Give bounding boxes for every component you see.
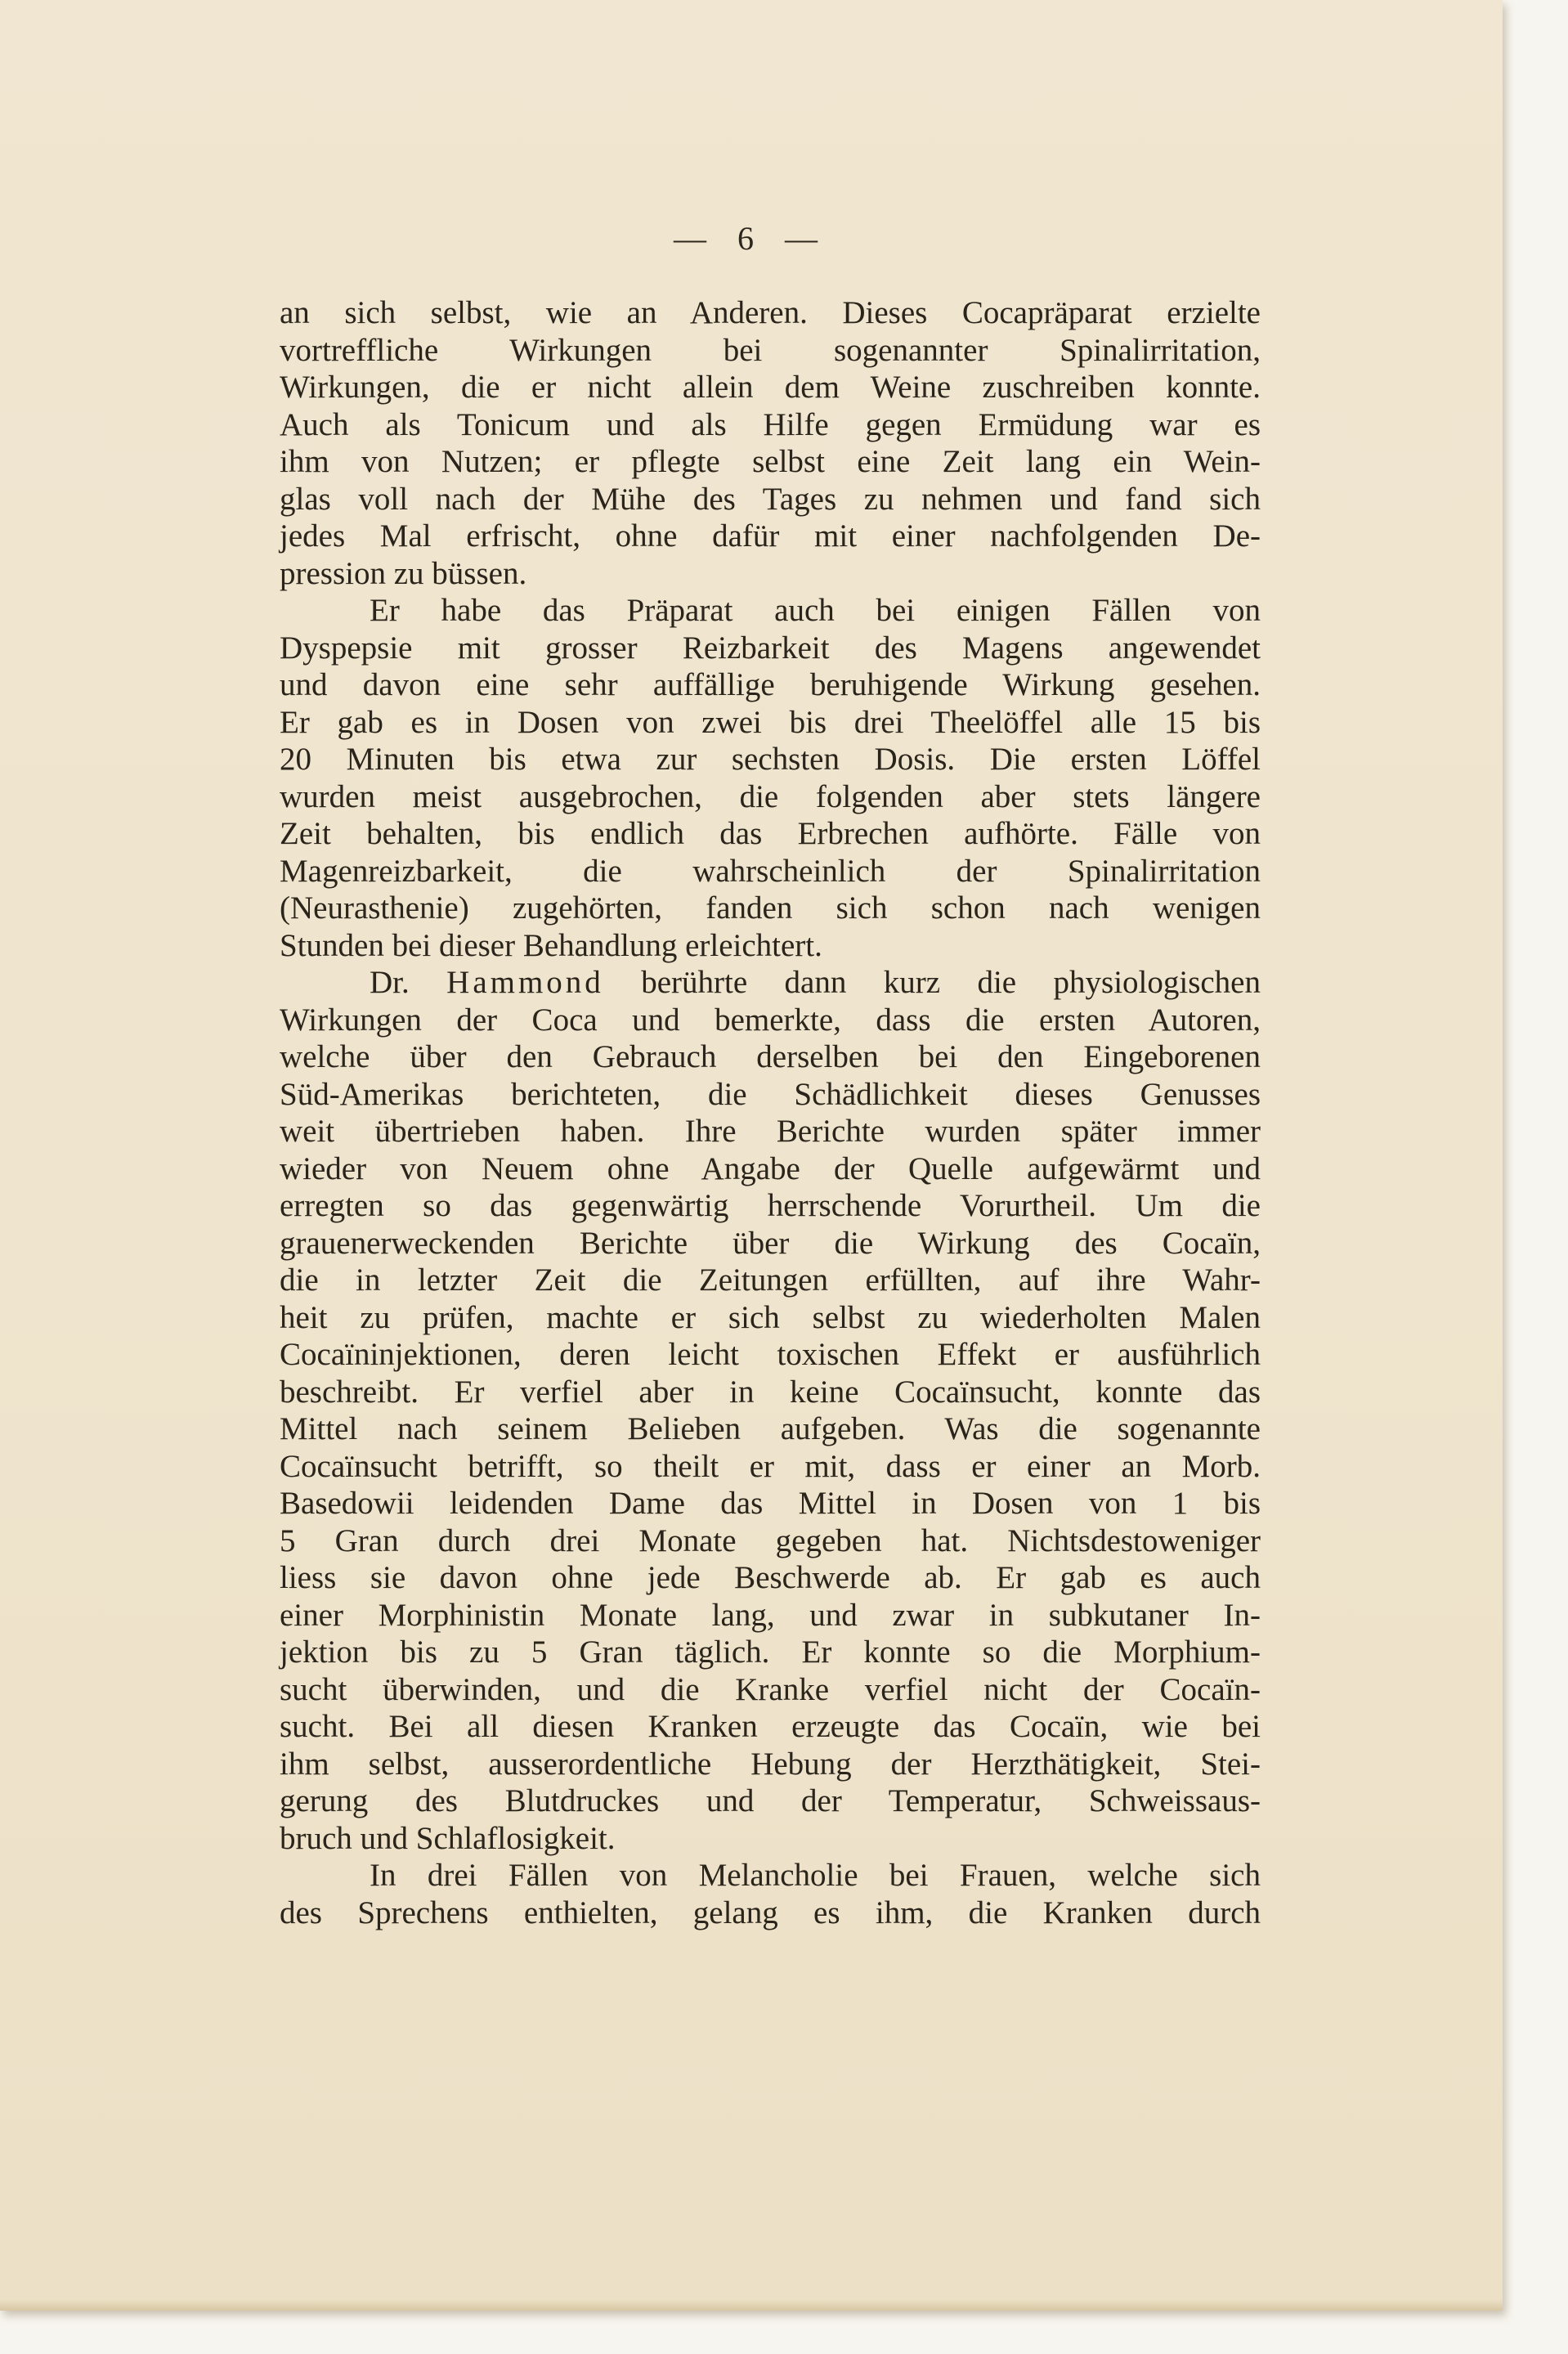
text-line: des Sprechens enthielten, gelang es ihm, die Kranken durch: [280, 1894, 1261, 1930]
text-line: wurden meist ausgebrochen, die folgenden aber stets längere: [280, 778, 1261, 814]
text-line: Magenreizbarkeit, die wahrscheinlich der Spinalirritation: [280, 853, 1261, 889]
text-line: jedes Mal erfrischt, ohne dafür mit einer nachfolgenden De-: [280, 518, 1261, 554]
text-line: pression zu büssen.: [280, 555, 527, 591]
text-line: die in letzter Zeit die Zeitungen erfüllten, auf ihre Wahr-: [280, 1262, 1261, 1298]
text-line: bruch und Schlaflosigkeit.: [280, 1820, 616, 1856]
line-remainder: berührte dann kurz die physiologischen: [641, 965, 1261, 1000]
text-line: welche über den Gebrauch derselben bei den Eingeborenen: [280, 1039, 1261, 1074]
text-line: weit übertrieben haben. Ihre Berichte wurden später immer: [280, 1114, 1261, 1149]
page-number: — 6 —: [674, 220, 829, 257]
text-line: liess sie davon ohne jede Beschwerde ab. Er gab es auch: [280, 1560, 1261, 1595]
text-line: Zeit behalten, bis endlich das Erbrechen aufhörte. Fälle von: [280, 816, 1261, 851]
text-line: Süd-Amerikas berichteten, die Schädlichkeit dieses Genusses: [280, 1076, 1261, 1112]
text-line: sucht überwinden, und die Kranke verfiel nicht der Cocaïn-: [280, 1671, 1261, 1707]
text-line: jektion bis zu 5 Gran täglich. Er konnte so die Morphium-: [280, 1634, 1261, 1670]
text-line: grauenerweckenden Berichte über die Wirkung des Cocaïn,: [280, 1225, 1261, 1261]
text-line: (Neurasthenie) zugehörten, fanden sich schon nach wenigen: [280, 890, 1261, 926]
text-line: Cocaïninjektionen, deren leicht toxischen Effekt er ausführlich: [280, 1337, 1261, 1372]
title-abbreviation: Dr.: [370, 965, 410, 1000]
text-line: 20 Minuten bis etwa zur sechsten Dosis. Die ersten Löffel: [280, 742, 1261, 777]
text-line: einer Morphinistin Monate lang, und zwar in subkutaner In-: [280, 1597, 1261, 1633]
person-name-hammond: Hammond: [446, 965, 604, 1000]
text-line: ihm von Nutzen; er pflegte selbst eine Zeit lang ein Wein-: [280, 444, 1261, 479]
paragraph-start-line: In drei Fällen von Melancholie bei Frauen, welche sich: [370, 1858, 1261, 1893]
text-line: heit zu prüfen, machte er sich selbst zu wiederholten Malen: [280, 1299, 1261, 1335]
text-line: Stunden bei dieser Behandlung erleichtert.: [280, 927, 822, 963]
text-line: erregten so das gegenwärtig herrschende Vorurtheil. Um die: [280, 1188, 1261, 1223]
text-line: glas voll nach der Mühe des Tages zu nehmen und fand sich: [280, 481, 1261, 517]
text-line: Auch als Tonicum und als Hilfe gegen Ermüdung war es: [280, 406, 1261, 442]
text-line: Dyspepsie mit grosser Reizbarkeit des Magens angewendet: [280, 630, 1261, 666]
paragraph-start-line: [280, 964, 1261, 1002]
text-line: 5 Gran durch drei Monate gegeben hat. Nichtsdestoweniger: [280, 1522, 1261, 1558]
text-line: gerung des Blutdruckes und der Temperatur, Schweissaus-: [280, 1783, 1261, 1818]
text-line: Er gab es in Dosen von zwei bis drei Theelöffel alle 15 bis: [280, 704, 1261, 740]
text-line: und davon eine sehr auffällige beruhigende Wirkung gesehen.: [280, 667, 1261, 702]
text-line: an sich selbst, wie an Anderen. Dieses Cocapräparat erzielte: [280, 295, 1261, 330]
text-line: sucht. Bei all diesen Kranken erzeugte das Cocaïn, wie bei: [280, 1709, 1261, 1744]
text-line: Wirkungen der Coca und bemerkte, dass die ersten Autoren,: [280, 1002, 1261, 1038]
text-line: Cocaïnsucht betrifft, so theilt er mit, dass er einer an Morb.: [280, 1448, 1261, 1484]
paragraph-start-line: Er habe das Präparat auch bei einigen Fällen von: [370, 593, 1261, 628]
text-line: Basedowii leidenden Dame das Mittel in Dosen von 1 bis: [280, 1486, 1261, 1521]
text-line: Mittel nach seinem Belieben aufgeben. Was die sogenannte: [280, 1411, 1261, 1446]
body-text: [280, 294, 1261, 1931]
text-line: ihm selbst, ausserordentliche Hebung der Herzthätigkeit, Stei-: [280, 1746, 1261, 1782]
text-line: Wirkungen, die er nicht allein dem Weine zuschreiben konnte.: [280, 370, 1261, 405]
text-line: wieder von Neuem ohne Angabe der Quelle aufgewärmt und: [280, 1150, 1261, 1186]
page-bottom-edge: [0, 2299, 1503, 2311]
text-line: beschreibt. Er verfiel aber in keine Cocaïnsucht, konnte das: [280, 1374, 1261, 1410]
text-line: vortreffliche Wirkungen bei sogenannter Spinalirritation,: [280, 332, 1261, 368]
